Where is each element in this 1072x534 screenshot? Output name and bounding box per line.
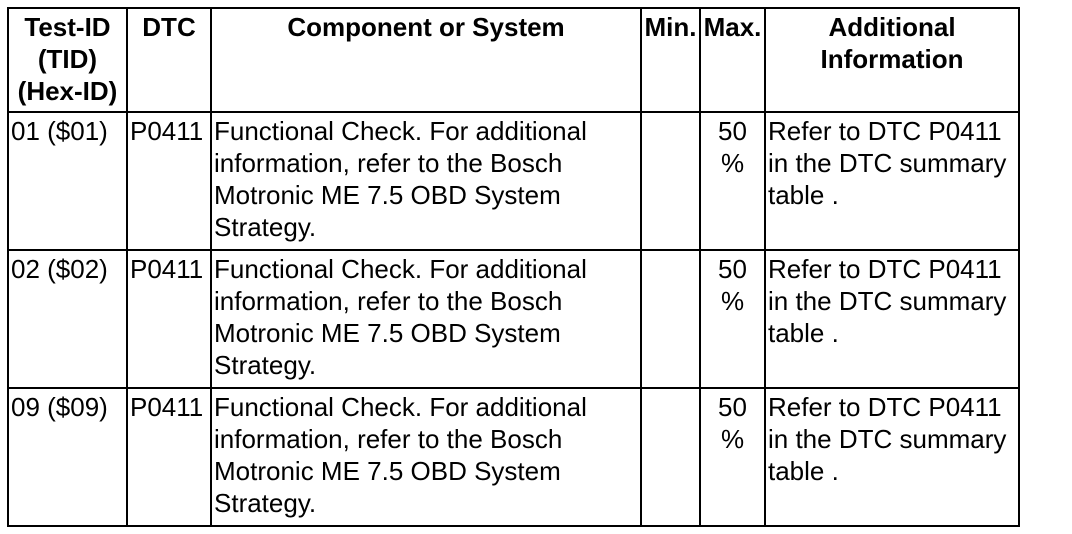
- cell-max-value: 50: [718, 254, 747, 284]
- table-row: [8, 250, 1019, 388]
- cell-additional-info: Refer to DTC P0411 in the DTC summary table .: [765, 388, 1019, 526]
- cell-max-value: 50: [718, 116, 747, 146]
- header-test-id-line3: (Hex-ID): [17, 76, 118, 106]
- table-row: [8, 112, 1019, 250]
- cell-component: Functional Check. For additional information, refer to the Bosch Motronic ME 7.5 OBD System Strategy.: [211, 250, 641, 388]
- cell-max: [700, 250, 765, 388]
- header-test-id-line1: Test-ID: [24, 12, 111, 42]
- cell-min: [641, 250, 700, 388]
- cell-additional-info: Refer to DTC P0411 in the DTC summary table .: [765, 250, 1019, 388]
- cell-test-id: 09 ($09): [8, 388, 127, 526]
- header-additional-info-line1: Additional: [828, 12, 956, 42]
- cell-min: [641, 388, 700, 526]
- header-additional-info-line2: Information: [820, 44, 964, 74]
- header-component: Component or System: [211, 8, 641, 112]
- test-id-table: [7, 7, 1020, 527]
- cell-test-id: 02 ($02): [8, 250, 127, 388]
- cell-component: Functional Check. For additional information, refer to the Bosch Motronic ME 7.5 OBD System Strategy.: [211, 388, 641, 526]
- header-test-id: [8, 8, 127, 112]
- cell-min: [641, 112, 700, 250]
- cell-component: Functional Check. For additional information, refer to the Bosch Motronic ME 7.5 OBD System Strategy.: [211, 112, 641, 250]
- header-dtc: DTC: [127, 8, 211, 112]
- header-test-id-line2: (TID): [37, 44, 98, 74]
- header-row: [8, 8, 1019, 112]
- header-min: Min.: [641, 8, 700, 112]
- cell-additional-info: Refer to DTC P0411 in the DTC summary table .: [765, 112, 1019, 250]
- cell-max: [700, 112, 765, 250]
- cell-max-unit: %: [720, 148, 745, 178]
- cell-dtc: P0411: [127, 250, 211, 388]
- cell-max-unit: %: [720, 286, 745, 316]
- cell-test-id: 01 ($01): [8, 112, 127, 250]
- cell-max-value: 50: [718, 392, 747, 422]
- table-row: [8, 388, 1019, 526]
- header-max: Max.: [700, 8, 765, 112]
- cell-dtc: P0411: [127, 388, 211, 526]
- cell-dtc: P0411: [127, 112, 211, 250]
- header-additional-info: [765, 8, 1019, 112]
- cell-max: [700, 388, 765, 526]
- cell-max-unit: %: [720, 424, 745, 454]
